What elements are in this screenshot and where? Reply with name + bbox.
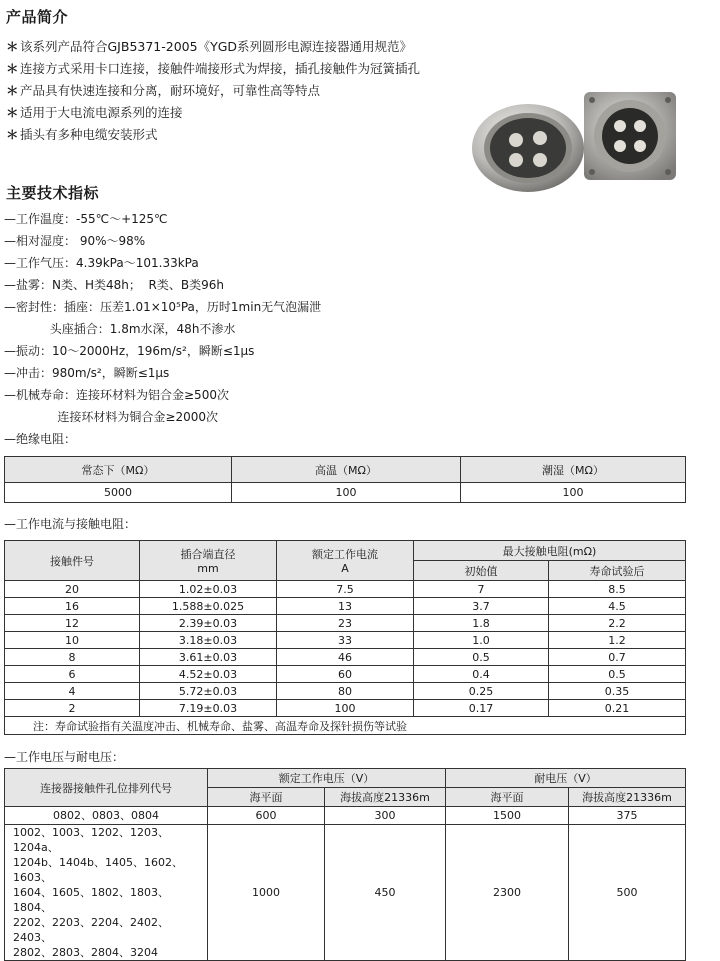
current-table-note: 注：寿命试验指有关温度冲击、机械寿命、盐雾、高温寿命及探针损伤等试验 bbox=[5, 717, 686, 735]
header-after: 寿命试验后 bbox=[549, 561, 686, 581]
table-cell: 450 bbox=[325, 825, 446, 961]
table-cell: 100 bbox=[277, 700, 414, 717]
table-row bbox=[5, 581, 686, 598]
table-cell: 4.5 bbox=[549, 598, 686, 615]
table-cell: 0.4 bbox=[414, 666, 549, 683]
table-cell: 600 bbox=[208, 807, 325, 825]
table-cell: 23 bbox=[277, 615, 414, 632]
header-withstand: 耐电压（V） bbox=[446, 769, 686, 788]
table-cell: 500 bbox=[569, 825, 686, 961]
header-resistance: 最大接触电阻(mΩ) bbox=[414, 541, 686, 561]
spec-line: —机械寿命：连接环材料为铝合金≥500次 bbox=[4, 388, 229, 402]
header-cell: 常态下（MΩ） bbox=[5, 457, 232, 483]
table-cell: 100 bbox=[461, 483, 686, 503]
header-current: 额定工作电流 A bbox=[277, 541, 414, 581]
table-cell: 8.5 bbox=[549, 581, 686, 598]
header-code: 连接器接触件孔位排列代号 bbox=[5, 769, 208, 807]
table-cell: 13 bbox=[277, 598, 414, 615]
header-cell: 高温（MΩ） bbox=[232, 457, 461, 483]
table-cell: 0.5 bbox=[414, 649, 549, 666]
table-row bbox=[5, 632, 686, 649]
table-row bbox=[5, 825, 686, 961]
table-cell: 10 bbox=[5, 632, 140, 649]
header-alt: 海拔高度21336m bbox=[325, 788, 446, 807]
voltage-table-caption: —工作电压与耐电压： bbox=[4, 750, 125, 764]
table-cell: 7 bbox=[414, 581, 549, 598]
table-cell: 4 bbox=[5, 683, 140, 700]
code-cell: 0802、0803、0804 bbox=[5, 807, 208, 825]
table-cell: 2 bbox=[5, 700, 140, 717]
voltage-table bbox=[4, 768, 686, 961]
bullet-star-icon: ＊ bbox=[6, 127, 19, 142]
bullet-item: ＊适用于大电流电源系列的连接 bbox=[6, 102, 420, 124]
spec-line: —振动：10～2000Hz，196m/s²，瞬断≤1μs bbox=[4, 344, 255, 358]
table-cell: 33 bbox=[277, 632, 414, 649]
table-cell: 60 bbox=[277, 666, 414, 683]
table-cell: 0.21 bbox=[549, 700, 686, 717]
specs-list bbox=[4, 208, 321, 450]
table-cell: 1000 bbox=[208, 825, 325, 961]
header-sea: 海平面 bbox=[446, 788, 569, 807]
header-initial: 初始值 bbox=[414, 561, 549, 581]
table-cell: 0.7 bbox=[549, 649, 686, 666]
table-row bbox=[5, 807, 686, 825]
table-cell: 2300 bbox=[446, 825, 569, 961]
table-cell: 1500 bbox=[446, 807, 569, 825]
table-cell: 3.61±0.03 bbox=[140, 649, 277, 666]
table-cell: 100 bbox=[232, 483, 461, 503]
header-alt: 海拔高度21336m bbox=[569, 788, 686, 807]
table-cell: 0.25 bbox=[414, 683, 549, 700]
bullet-item: ＊产品具有快速连接和分离，耐环境好，可靠性高等特点 bbox=[6, 80, 420, 102]
bullet-star-icon: ＊ bbox=[6, 83, 19, 98]
spec-line: —冲击：980m/s²，瞬断≤1μs bbox=[4, 366, 170, 380]
table-cell: 2.2 bbox=[549, 615, 686, 632]
spec-line: —密封性：插座：压差1.01×10⁵Pa，历时1min无气泡漏泄 bbox=[4, 300, 322, 314]
header-cell: 潮湿（MΩ） bbox=[461, 457, 686, 483]
spec-line: 连接环材料为铜合金≥2000次 bbox=[4, 410, 218, 424]
bullet-star-icon: ＊ bbox=[6, 39, 19, 54]
table-cell: 46 bbox=[277, 649, 414, 666]
header-sea: 海平面 bbox=[208, 788, 325, 807]
header-rated: 额定工作电压（V） bbox=[208, 769, 446, 788]
table-cell: 7.19±0.03 bbox=[140, 700, 277, 717]
table-cell: 5.72±0.03 bbox=[140, 683, 277, 700]
voltage-table-body bbox=[5, 807, 686, 961]
table-cell: 5000 bbox=[5, 483, 232, 503]
table-cell: 4.52±0.03 bbox=[140, 666, 277, 683]
table-cell: 8 bbox=[5, 649, 140, 666]
table-cell: 375 bbox=[569, 807, 686, 825]
table-cell: 20 bbox=[5, 581, 140, 598]
table-cell: 1.0 bbox=[414, 632, 549, 649]
specs-title: 主要技术指标 bbox=[6, 184, 100, 202]
table-cell: 12 bbox=[5, 615, 140, 632]
spec-line: —工作温度：-55℃～+125℃ bbox=[4, 212, 168, 226]
code-cell: 1002、1003、1202、1203、1204a、 1204b、1404b、1405、1602、1603、 1604、1605、1802、1803、1804、 2202、2203、2204、2402、2403、 2802、2803、2804、3204 bbox=[5, 825, 208, 961]
connector-photo bbox=[466, 84, 686, 196]
current-table-body bbox=[5, 581, 686, 717]
table-cell: 80 bbox=[277, 683, 414, 700]
header-diameter: 插合端直径 mm bbox=[140, 541, 277, 581]
bullet-star-icon: ＊ bbox=[6, 105, 19, 120]
spec-line: —相对湿度： 90%～98% bbox=[4, 234, 146, 248]
table-cell: 3.7 bbox=[414, 598, 549, 615]
table-row bbox=[5, 598, 686, 615]
table-cell: 2.39±0.03 bbox=[140, 615, 277, 632]
table-cell: 3.18±0.03 bbox=[140, 632, 277, 649]
table-cell: 1.02±0.03 bbox=[140, 581, 277, 598]
table-cell: 16 bbox=[5, 598, 140, 615]
intro-bullets bbox=[6, 36, 420, 146]
bullet-star-icon: ＊ bbox=[6, 61, 19, 76]
spec-line: —工作气压：4.39kPa～101.33kPa bbox=[4, 256, 199, 270]
table-row bbox=[5, 666, 686, 683]
bullet-item: ＊插头有多种电缆安装形式 bbox=[6, 124, 420, 146]
table-cell: 1.8 bbox=[414, 615, 549, 632]
table-cell: 1.588±0.025 bbox=[140, 598, 277, 615]
table-row bbox=[5, 700, 686, 717]
table-row bbox=[5, 649, 686, 666]
header-contact: 接触件号 bbox=[5, 541, 140, 581]
insulation-table bbox=[4, 456, 686, 503]
intro-title: 产品简介 bbox=[6, 8, 69, 26]
table-cell: 6 bbox=[5, 666, 140, 683]
current-table-caption: —工作电流与接触电阻： bbox=[4, 517, 137, 531]
spec-line: 头座插合：1.8m水深，48h不渗水 bbox=[4, 322, 236, 336]
bullet-item: ＊连接方式采用卡口连接，接触件端接形式为焊接，插孔接触件为冠簧插孔 bbox=[6, 58, 420, 80]
table-cell: 7.5 bbox=[277, 581, 414, 598]
spec-line: —绝缘电阻： bbox=[4, 432, 77, 446]
table-cell: 0.17 bbox=[414, 700, 549, 717]
table-row bbox=[5, 615, 686, 632]
table-cell: 1.2 bbox=[549, 632, 686, 649]
table-row bbox=[5, 683, 686, 700]
spec-line: —盐雾：N类、H类48h； R类、B类96h bbox=[4, 278, 224, 292]
table-cell: 0.35 bbox=[549, 683, 686, 700]
bullet-item: ＊该系列产品符合GJB5371-2005《YGD系列圆形电源连接器通用规范》 bbox=[6, 36, 420, 58]
table-cell: 0.5 bbox=[549, 666, 686, 683]
current-table bbox=[4, 540, 686, 735]
table-cell: 300 bbox=[325, 807, 446, 825]
